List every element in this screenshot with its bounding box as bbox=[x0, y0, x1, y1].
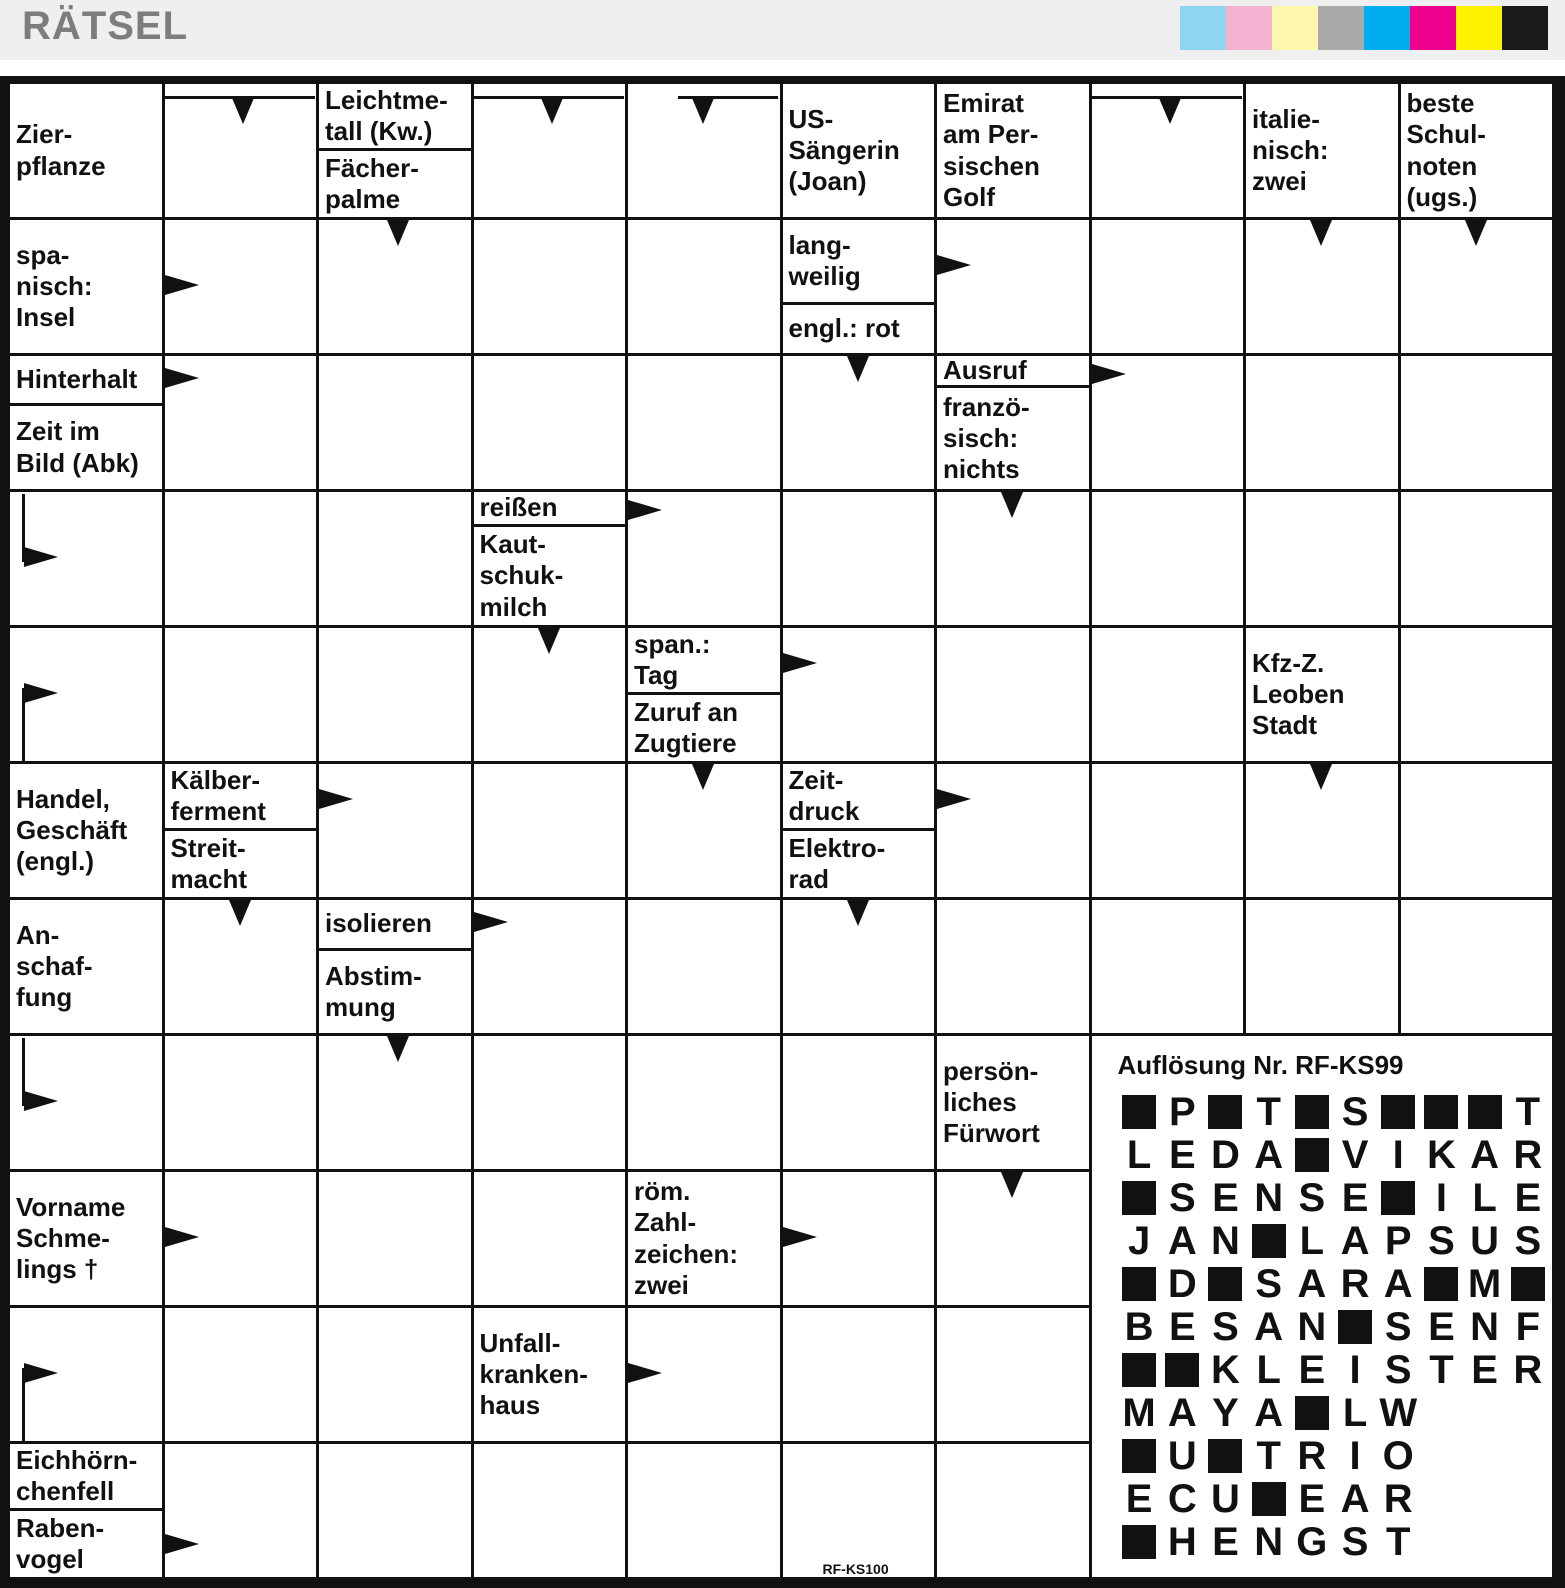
black-square-icon bbox=[1118, 1178, 1161, 1218]
black-square-icon bbox=[1247, 1479, 1290, 1519]
clue-elektrorad: Elektro- rad bbox=[783, 831, 935, 897]
answer-cell[interactable] bbox=[319, 1172, 471, 1305]
clue-us_saengerin: US- Sängerin (Joan) bbox=[783, 84, 935, 217]
solution-letter: I bbox=[1435, 1176, 1447, 1220]
solution-letter: L bbox=[1299, 1219, 1325, 1263]
solution-letter: V bbox=[1341, 1133, 1369, 1177]
arrow-down-icon bbox=[692, 98, 714, 124]
answer-cell[interactable] bbox=[628, 356, 780, 489]
black-square-icon bbox=[1204, 1092, 1247, 1132]
solution-letter: S bbox=[1255, 1262, 1282, 1306]
solution-letter: T bbox=[1256, 1090, 1281, 1134]
solution-letter: A bbox=[1254, 1133, 1284, 1177]
answer-cell[interactable] bbox=[628, 1444, 780, 1577]
puzzle-code: RF-KS100 bbox=[822, 1561, 889, 1577]
answer-cell[interactable] bbox=[1092, 764, 1244, 897]
color-swatch bbox=[1272, 6, 1318, 50]
solution-letter: E bbox=[1212, 1520, 1239, 1564]
color-swatch bbox=[1410, 6, 1456, 50]
solution-letter: D bbox=[1211, 1133, 1240, 1177]
solution-letter: C bbox=[1167, 1477, 1197, 1521]
arrow-right-icon bbox=[474, 912, 508, 932]
solution-letter: E bbox=[1428, 1305, 1455, 1349]
answer-cell[interactable] bbox=[165, 1444, 317, 1577]
answer-cell[interactable] bbox=[937, 220, 1089, 353]
black-square-icon bbox=[1377, 1092, 1420, 1132]
color-calibration-bar bbox=[1180, 6, 1548, 50]
answer-cell[interactable] bbox=[1401, 356, 1553, 489]
clue-engl_rot: engl.: rot bbox=[783, 305, 935, 353]
solution-letter: S bbox=[1384, 1348, 1412, 1392]
arrow-down-icon bbox=[538, 628, 560, 654]
solution-letter: A bbox=[1383, 1262, 1413, 1306]
black-square-icon bbox=[1161, 1350, 1204, 1390]
color-swatch bbox=[1456, 6, 1502, 50]
solution-letter: E bbox=[1168, 1133, 1196, 1177]
solution-letter: S bbox=[1298, 1176, 1326, 1220]
clue-roem_zahlzeichen: röm. Zahl- zeichen: zwei bbox=[628, 1172, 780, 1305]
solution-letter: N bbox=[1254, 1176, 1284, 1220]
clue-span_tag: span.: Tag bbox=[628, 628, 780, 692]
arrow-right-icon bbox=[628, 1363, 662, 1383]
arrow-right-icon bbox=[937, 789, 971, 809]
solution-letter: R bbox=[1340, 1262, 1370, 1306]
black-square-icon bbox=[1420, 1264, 1463, 1304]
clue-zierpflanze: Zier- pflanze bbox=[10, 84, 162, 217]
arrow-right-icon bbox=[24, 683, 58, 703]
answer-cell[interactable] bbox=[783, 628, 935, 761]
solution-letter: L bbox=[1472, 1176, 1497, 1220]
clue-reissen: reißen bbox=[474, 492, 626, 524]
solution-letter: A bbox=[1254, 1305, 1284, 1349]
arrow-right-icon bbox=[1092, 364, 1126, 384]
clue-spanisch_insel: spa- nisch: Insel bbox=[10, 220, 162, 353]
answer-cell[interactable] bbox=[165, 1036, 317, 1169]
answer-cell[interactable] bbox=[1092, 220, 1244, 353]
answer-cell[interactable] bbox=[1246, 356, 1398, 489]
clue-kfz_leoben: Kfz-Z. Leoben Stadt bbox=[1246, 628, 1398, 761]
black-square-icon bbox=[1333, 1307, 1376, 1347]
answer-cell[interactable] bbox=[628, 220, 780, 353]
answer-cell[interactable] bbox=[937, 628, 1089, 761]
black-square-icon bbox=[1204, 1436, 1247, 1476]
arrow-down-icon bbox=[1465, 220, 1487, 246]
solution-letter: T bbox=[1386, 1520, 1411, 1564]
solution-letter: E bbox=[1514, 1176, 1542, 1220]
color-swatch bbox=[1502, 6, 1548, 50]
clue-persoenliches_fuerwort: persön- liches Fürwort bbox=[937, 1036, 1089, 1169]
solution-letter: U bbox=[1167, 1434, 1197, 1478]
header-bar bbox=[0, 0, 1565, 60]
clue-leichtmetall: Leichtme- tall (Kw.) bbox=[319, 84, 471, 148]
answer-cell[interactable] bbox=[165, 1308, 317, 1441]
black-square-icon bbox=[1118, 1436, 1161, 1476]
clue-streitmacht: Streit- macht bbox=[165, 831, 317, 897]
arrow-right-icon bbox=[783, 653, 817, 673]
clue-anschaffung: An- schaf- fung bbox=[10, 900, 162, 1033]
black-square-icon bbox=[1290, 1393, 1333, 1433]
answer-cell[interactable] bbox=[937, 900, 1089, 1033]
solution-letter: U bbox=[1211, 1477, 1240, 1521]
black-square-icon bbox=[1377, 1178, 1420, 1218]
answer-cell[interactable] bbox=[1246, 492, 1398, 625]
solution-letter: R bbox=[1513, 1133, 1543, 1177]
solution-letter: S bbox=[1341, 1090, 1369, 1134]
answer-cell[interactable] bbox=[474, 1036, 626, 1169]
solution-letter: E bbox=[1168, 1305, 1196, 1349]
clue-zeit_im_bild: Zeit im Bild (Abk) bbox=[10, 406, 162, 489]
clue-zuruf: Zuruf an Zugtiere bbox=[628, 695, 780, 761]
solution-letter: R bbox=[1383, 1477, 1413, 1521]
clue-langweilig: lang- weilig bbox=[783, 220, 935, 302]
solution-letter: B bbox=[1124, 1305, 1154, 1349]
solution-letter: E bbox=[1125, 1477, 1153, 1521]
solution-letter: N bbox=[1211, 1219, 1240, 1263]
solution-letter: T bbox=[1429, 1348, 1454, 1392]
arrow-down-icon bbox=[1310, 764, 1332, 790]
solution-letter: D bbox=[1167, 1262, 1197, 1306]
black-square-icon bbox=[1247, 1221, 1290, 1261]
clue-rabenvogel: Raben- vogel bbox=[10, 1511, 162, 1577]
answer-cell[interactable] bbox=[1246, 900, 1398, 1033]
answer-cell[interactable] bbox=[1092, 628, 1244, 761]
color-swatch bbox=[1226, 6, 1272, 50]
clue-handel: Handel, Geschäft (engl.) bbox=[10, 764, 162, 897]
arrow-down-icon bbox=[1001, 1172, 1023, 1198]
solution-letter: Y bbox=[1212, 1391, 1239, 1435]
arrow-right-icon bbox=[628, 500, 662, 520]
solution-letter: M bbox=[1122, 1391, 1156, 1435]
clue-hinterhalt: Hinterhalt bbox=[10, 356, 162, 403]
solution-letter: A bbox=[1340, 1477, 1370, 1521]
solution-letter: N bbox=[1254, 1520, 1284, 1564]
answer-cell[interactable] bbox=[319, 356, 471, 489]
solution-letter: I bbox=[1349, 1434, 1361, 1478]
solution-letter: A bbox=[1340, 1219, 1370, 1263]
solution-row bbox=[1118, 1479, 1420, 1519]
solution-row bbox=[1118, 1264, 1550, 1304]
arrow-down-icon bbox=[692, 764, 714, 790]
arrow-right-icon bbox=[24, 1363, 58, 1383]
solution-letter: K bbox=[1211, 1348, 1240, 1392]
answer-cell[interactable] bbox=[319, 1308, 471, 1441]
solution-letter: P bbox=[1168, 1090, 1196, 1134]
solution-letter: A bbox=[1470, 1133, 1500, 1177]
solution-letter: M bbox=[1467, 1262, 1502, 1306]
answer-cell[interactable] bbox=[628, 1036, 780, 1169]
answer-cell[interactable] bbox=[628, 900, 780, 1033]
clue-franz_nichts: franzö- sisch: nichts bbox=[937, 388, 1089, 489]
arrow-down-icon bbox=[847, 356, 869, 382]
answer-cell[interactable] bbox=[165, 492, 317, 625]
arrow-right-icon bbox=[24, 1091, 58, 1111]
arrow-down-icon bbox=[387, 1036, 409, 1062]
color-swatch bbox=[1318, 6, 1364, 50]
solution-letter: S bbox=[1514, 1219, 1542, 1263]
clue-eichhoernchenfell: Eichhörn- chenfell bbox=[10, 1444, 162, 1508]
black-square-icon bbox=[1506, 1264, 1549, 1304]
clue-italienisch_zwei: italie- nisch: zwei bbox=[1246, 84, 1398, 217]
solution-letter: A bbox=[1167, 1391, 1197, 1435]
solution-letter: R bbox=[1513, 1348, 1543, 1392]
solution-letter: L bbox=[1126, 1133, 1152, 1177]
solution-letter: O bbox=[1382, 1434, 1414, 1478]
solution-letter: L bbox=[1342, 1391, 1368, 1435]
solution-letter: T bbox=[1256, 1434, 1281, 1478]
solution-letter: A bbox=[1254, 1391, 1284, 1435]
crossword-grid bbox=[10, 84, 1555, 1580]
black-square-icon bbox=[1204, 1264, 1247, 1304]
arrow-down-icon bbox=[232, 98, 254, 124]
arrow-down-icon bbox=[847, 900, 869, 926]
answer-cell[interactable] bbox=[474, 1172, 626, 1305]
arrow-down-icon bbox=[229, 900, 251, 926]
color-swatch bbox=[1364, 6, 1410, 50]
arrow-right-icon bbox=[165, 275, 199, 295]
solution-row bbox=[1118, 1178, 1550, 1218]
solution-letter: P bbox=[1384, 1219, 1412, 1263]
arrow-right-icon bbox=[165, 368, 199, 388]
answer-cell[interactable] bbox=[1401, 628, 1553, 761]
solution-letter: T bbox=[1515, 1090, 1540, 1134]
arrow-right-icon bbox=[165, 1534, 199, 1554]
solution-letter: S bbox=[1341, 1520, 1369, 1564]
answer-cell[interactable] bbox=[319, 1444, 471, 1577]
answer-cell[interactable] bbox=[783, 492, 935, 625]
solution-letter: I bbox=[1392, 1133, 1404, 1177]
solution-row bbox=[1118, 1307, 1550, 1347]
clue-abstimmung: Abstim- mung bbox=[319, 951, 471, 1033]
answer-cell[interactable] bbox=[1401, 900, 1553, 1033]
solution-letter: E bbox=[1471, 1348, 1498, 1392]
solution-letter: E bbox=[1298, 1348, 1326, 1392]
arrow-right-icon bbox=[783, 1227, 817, 1247]
solution-letter: J bbox=[1127, 1219, 1151, 1263]
solution-box bbox=[1092, 1036, 1553, 1577]
answer-cell[interactable] bbox=[1401, 764, 1553, 897]
answer-cell[interactable] bbox=[165, 628, 317, 761]
solution-title: Auflösung Nr. RF-KS99 bbox=[1117, 1050, 1404, 1080]
clue-beste_schulnoten: beste Schul- noten (ugs.) bbox=[1401, 84, 1553, 217]
black-square-icon bbox=[1463, 1092, 1506, 1132]
solution-letter: F bbox=[1515, 1305, 1540, 1349]
clue-vorname_schmeling: Vorname Schme- lings † bbox=[10, 1172, 162, 1305]
solution-letter: S bbox=[1168, 1176, 1196, 1220]
black-square-icon bbox=[1118, 1350, 1161, 1390]
arrow-down-icon bbox=[387, 220, 409, 246]
black-square-icon bbox=[1118, 1522, 1161, 1562]
solution-letter: K bbox=[1426, 1133, 1456, 1177]
arrow-right-icon bbox=[165, 1227, 199, 1247]
solution-letter: E bbox=[1212, 1176, 1239, 1220]
arrow-down-icon bbox=[1001, 492, 1023, 518]
answer-cell[interactable] bbox=[937, 764, 1089, 897]
solution-letter: H bbox=[1167, 1520, 1197, 1564]
solution-letter: W bbox=[1379, 1391, 1418, 1435]
solution-row bbox=[1118, 1221, 1550, 1261]
clue-zeitdruck: Zeit- druck bbox=[783, 764, 935, 828]
answer-cell[interactable] bbox=[474, 1444, 626, 1577]
arrow-right-icon bbox=[319, 789, 353, 809]
clue-ausruf: Ausruf bbox=[937, 356, 1089, 385]
clue-kaelberferment: Kälber- ferment bbox=[165, 764, 317, 828]
solution-letter: A bbox=[1167, 1219, 1197, 1263]
clue-unfallkrankenhaus: Unfall- kranken- haus bbox=[474, 1308, 626, 1441]
solution-letter: S bbox=[1212, 1305, 1239, 1349]
answer-cell[interactable] bbox=[937, 1308, 1089, 1441]
color-swatch bbox=[1180, 6, 1226, 50]
clue-faecherpalme: Fächer- palme bbox=[319, 151, 471, 217]
answer-cell[interactable] bbox=[319, 628, 471, 761]
clue-isolieren: isolieren bbox=[319, 900, 471, 948]
clue-kautschukmilch: Kaut- schuk- milch bbox=[474, 527, 626, 625]
solution-row bbox=[1118, 1135, 1550, 1175]
solution-letter: N bbox=[1297, 1305, 1327, 1349]
solution-letter: N bbox=[1470, 1305, 1500, 1349]
solution-row bbox=[1118, 1092, 1550, 1132]
solution-letter: S bbox=[1384, 1305, 1412, 1349]
arrow-down-icon bbox=[541, 98, 563, 124]
answer-cell[interactable] bbox=[474, 356, 626, 489]
black-square-icon bbox=[1290, 1135, 1333, 1175]
answer-cell[interactable] bbox=[319, 764, 471, 897]
answer-cell[interactable] bbox=[474, 220, 626, 353]
answer-cell[interactable] bbox=[783, 1444, 935, 1577]
solution-letter: L bbox=[1256, 1348, 1281, 1392]
answer-cell[interactable] bbox=[1092, 492, 1244, 625]
answer-cell[interactable] bbox=[937, 1444, 1089, 1577]
arrow-down-icon bbox=[1159, 98, 1181, 124]
solution-letter: A bbox=[1297, 1262, 1327, 1306]
black-square-icon bbox=[1290, 1092, 1333, 1132]
answer-cell[interactable] bbox=[1401, 492, 1553, 625]
answer-cell[interactable] bbox=[783, 1036, 935, 1169]
arrow-right-icon bbox=[24, 547, 58, 567]
solution-letter: E bbox=[1298, 1477, 1326, 1521]
solution-row bbox=[1118, 1436, 1420, 1476]
solution-letter: R bbox=[1297, 1434, 1327, 1478]
solution-letter: S bbox=[1428, 1219, 1455, 1263]
clue-emirat: Emirat am Per- sischen Golf bbox=[937, 84, 1089, 217]
solution-letter: I bbox=[1349, 1348, 1361, 1392]
solution-letter: E bbox=[1341, 1176, 1369, 1220]
solution-row bbox=[1118, 1522, 1420, 1562]
arrow-right-icon bbox=[937, 255, 971, 275]
arrow-down-icon bbox=[1310, 220, 1332, 246]
solution-row bbox=[1118, 1350, 1550, 1390]
answer-cell[interactable] bbox=[1092, 900, 1244, 1033]
solution-letter: U bbox=[1470, 1219, 1500, 1263]
solution-letter: G bbox=[1296, 1520, 1328, 1564]
puzzle-title: RÄTSEL bbox=[22, 4, 188, 48]
black-square-icon bbox=[1118, 1092, 1161, 1132]
black-square-icon bbox=[1118, 1264, 1161, 1304]
answer-cell[interactable] bbox=[783, 1308, 935, 1441]
solution-row bbox=[1118, 1393, 1420, 1433]
black-square-icon bbox=[1420, 1092, 1463, 1132]
answer-cell[interactable] bbox=[319, 492, 471, 625]
answer-cell[interactable] bbox=[474, 764, 626, 897]
